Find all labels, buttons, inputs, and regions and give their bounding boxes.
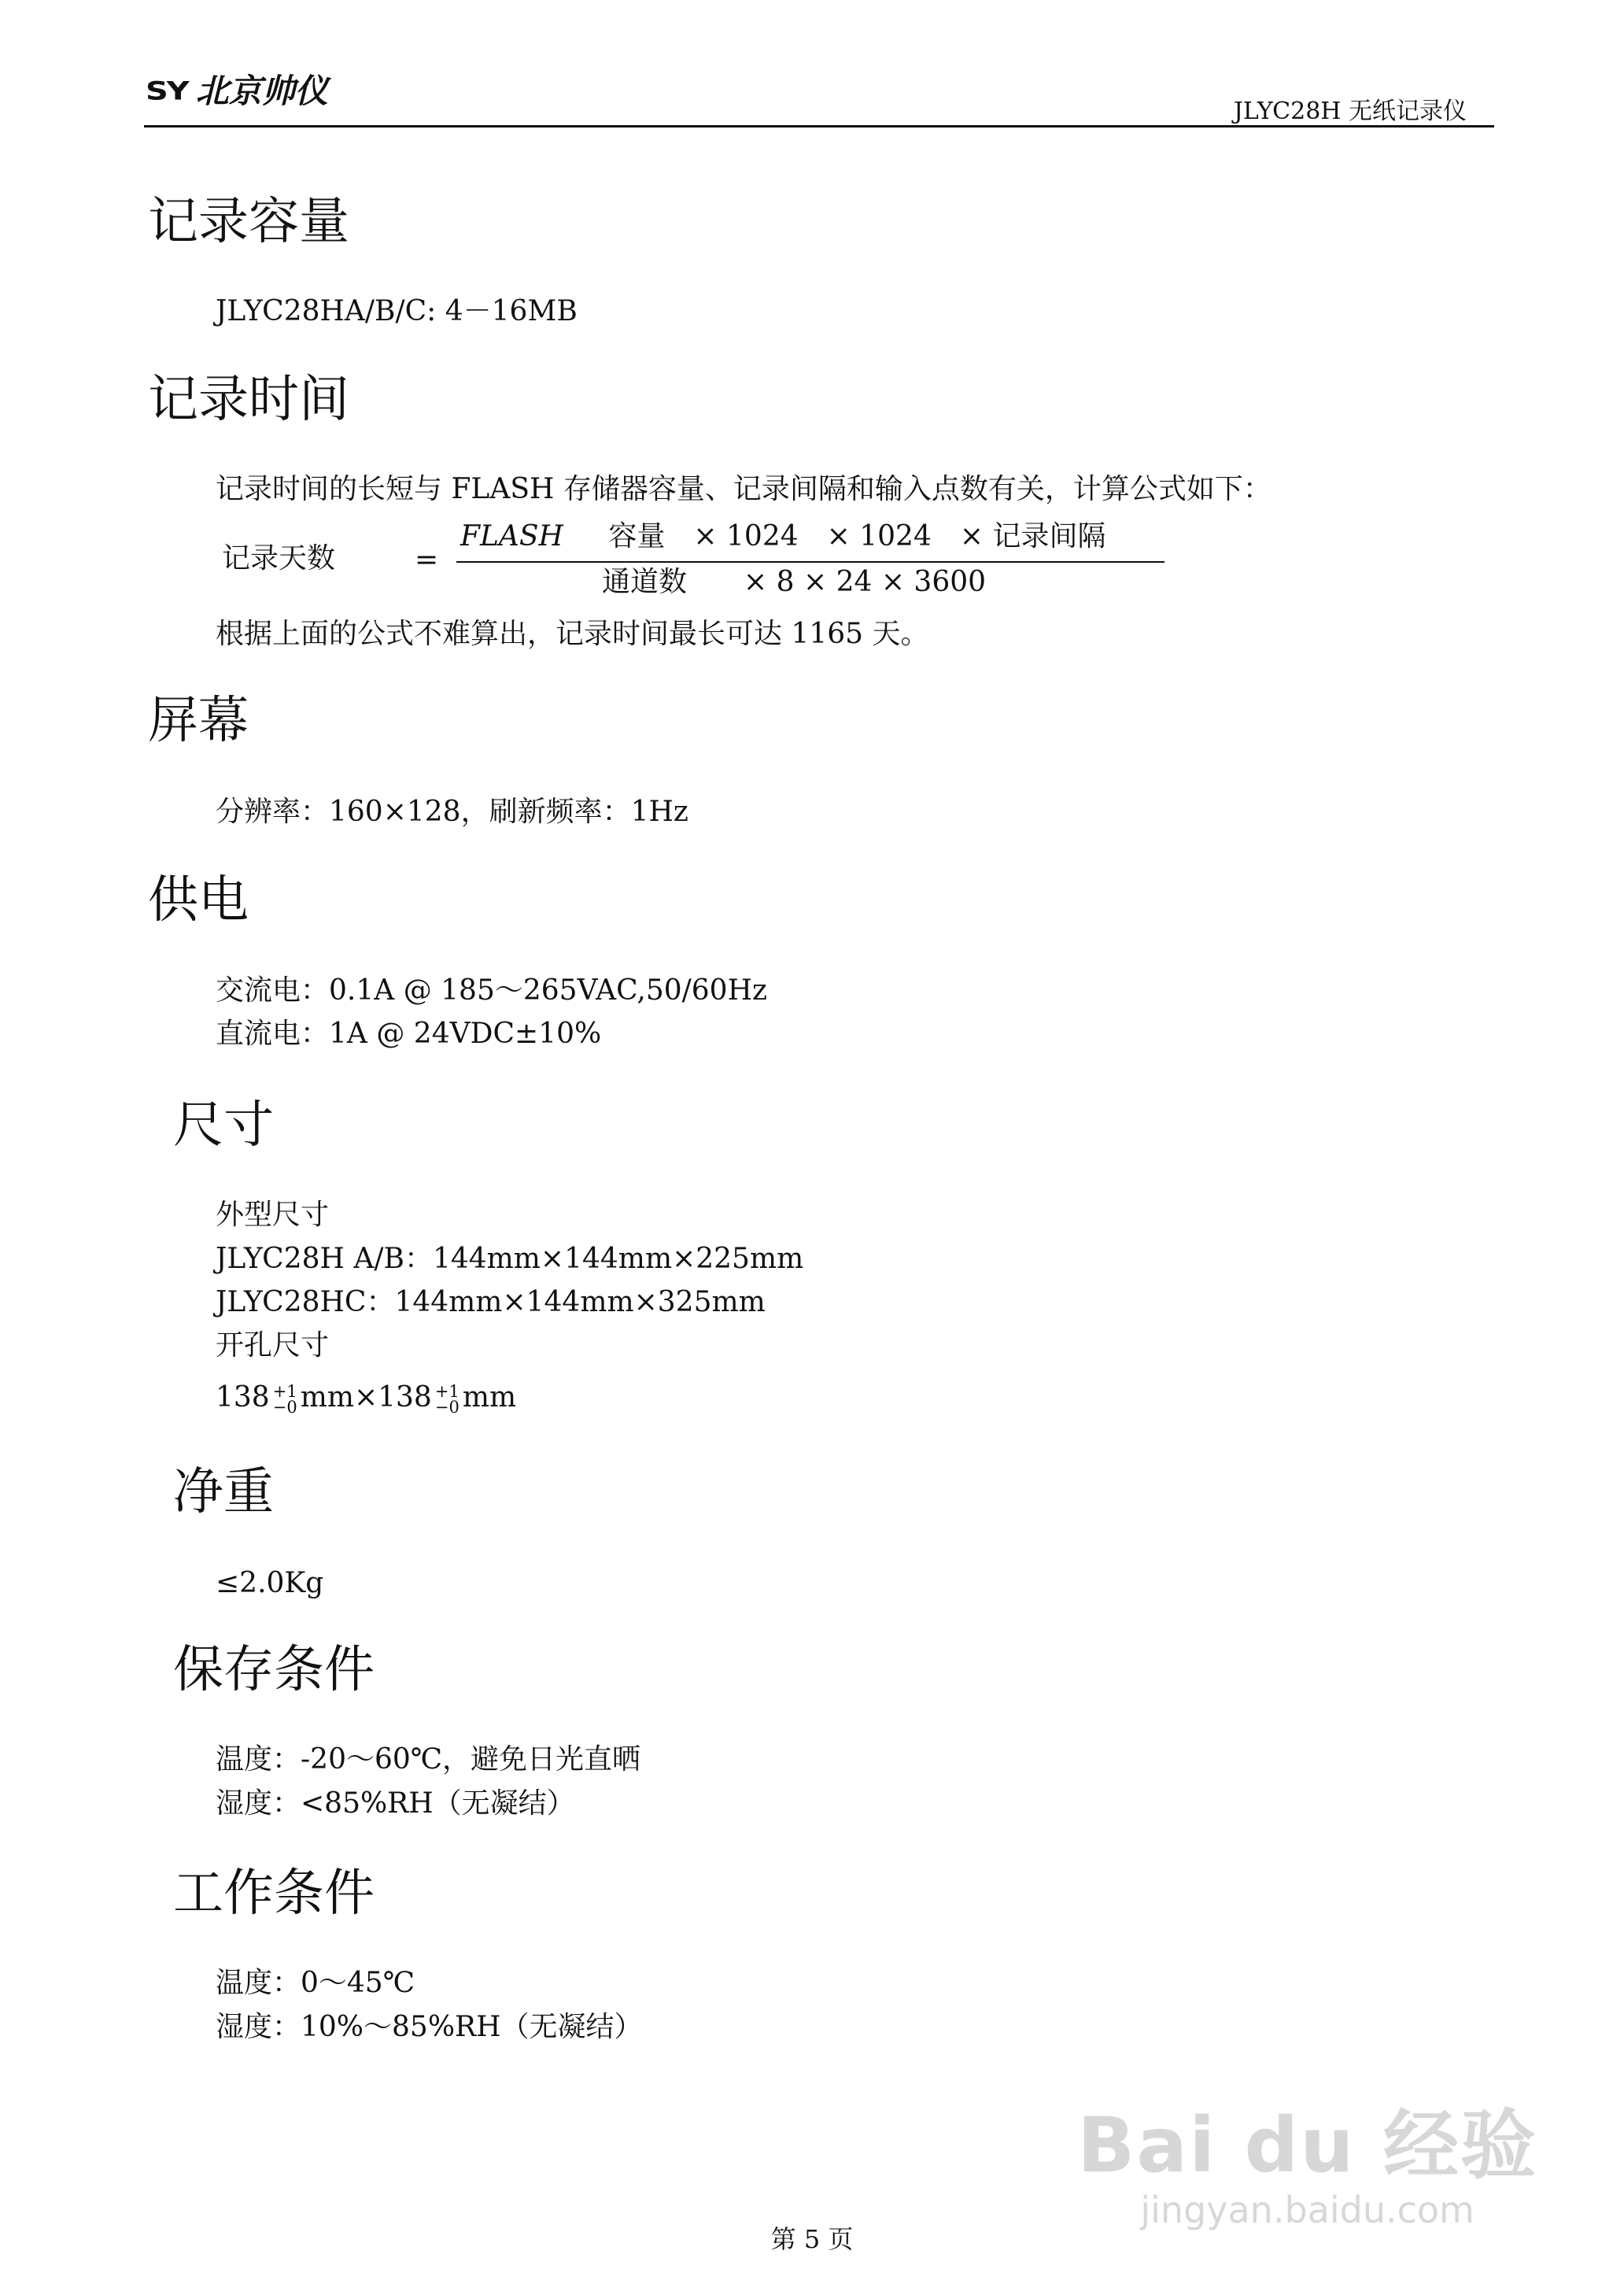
weight-text: ≤2.0Kg: [216, 1567, 324, 1599]
dimensions-outline-label: 外型尺寸: [216, 1199, 330, 1231]
company-logo: [146, 72, 328, 110]
tolerance-2: [435, 1384, 460, 1415]
formula-equals: =: [415, 544, 439, 576]
document-title: JLYC28H 无纸记录仪: [1233, 98, 1467, 125]
page-number: 第 5 页: [770, 2224, 854, 2254]
tolerance-minus: −0: [272, 1398, 297, 1417]
cutout-unit: mm: [462, 1381, 517, 1414]
section-title-capacity: 记录容量: [148, 193, 349, 251]
storage-temperature: 温度：-20～60℃，避免日光直晒: [216, 1743, 641, 1776]
tolerance-minus: −0: [434, 1398, 460, 1417]
operating-temperature: 温度：0～45℃: [216, 1967, 415, 1999]
baidu-jingyan-watermark: [1077, 2086, 1537, 2231]
section-title-dimensions: 尺寸: [173, 1096, 274, 1155]
cutout-height: mm×138: [300, 1381, 432, 1414]
section-title-operating: 工作条件: [173, 1864, 375, 1923]
section-title-power: 供电: [148, 871, 249, 929]
record-time-intro: 记录时间的长短与 FLASH 存储器容量、记录间隔和输入点数有关，计算公式如下：: [216, 473, 1272, 505]
dimensions-cutout-label: 开孔尺寸: [216, 1329, 330, 1362]
watermark-url: jingyan.baidu.com: [1140, 2189, 1475, 2231]
operating-humidity: 湿度：10%～85%RH（无凝结）: [216, 2011, 643, 2043]
screen-text: 分辨率：160×128，刷新频率：1Hz: [216, 796, 688, 828]
tolerance-plus: +1: [272, 1382, 297, 1401]
formula-numerator: [460, 519, 1105, 554]
formula-numerator-rest: 容量 × 1024 × 1024 × 记录间隔: [608, 520, 1106, 552]
company-name: 北京帅仪: [195, 72, 328, 110]
dimensions-cutout-value: [216, 1380, 516, 1415]
cutout-width: 138: [216, 1381, 270, 1414]
storage-humidity: 湿度：<85%RH（无凝结）: [216, 1787, 575, 1820]
capacity-text: JLYC28HA/B/C: 4－16MB: [216, 295, 578, 327]
section-title-record-time: 记录时间: [148, 371, 349, 429]
dimensions-ab: JLYC28H A/B：144mm×144mm×225mm: [216, 1243, 804, 1275]
watermark-brand: Bai du 经验: [1077, 2101, 1537, 2190]
formula-flash: FLASH: [460, 520, 563, 552]
tolerance-1: [273, 1384, 297, 1415]
formula-lhs: 记录天数: [222, 542, 336, 575]
logo-mark: SY: [146, 76, 188, 106]
record-time-conclusion: 根据上面的公式不难算出，记录时间最长可达 1165 天。: [216, 618, 929, 650]
section-title-screen: 屏幕: [148, 692, 249, 750]
formula-denominator: 通道数 × 8 × 24 × 3600: [602, 566, 987, 598]
fraction-bar: [456, 561, 1164, 563]
section-title-storage: 保存条件: [173, 1641, 375, 1699]
header-rule: [144, 125, 1494, 128]
tolerance-plus: +1: [434, 1382, 460, 1401]
dimensions-c: JLYC28HC：144mm×144mm×325mm: [216, 1286, 766, 1318]
section-title-weight: 净重: [173, 1463, 274, 1521]
power-dc: 直流电：1A @ 24VDC±10%: [216, 1018, 602, 1050]
power-ac: 交流电：0.1A @ 185～265VAC,50/60Hz: [216, 974, 767, 1007]
